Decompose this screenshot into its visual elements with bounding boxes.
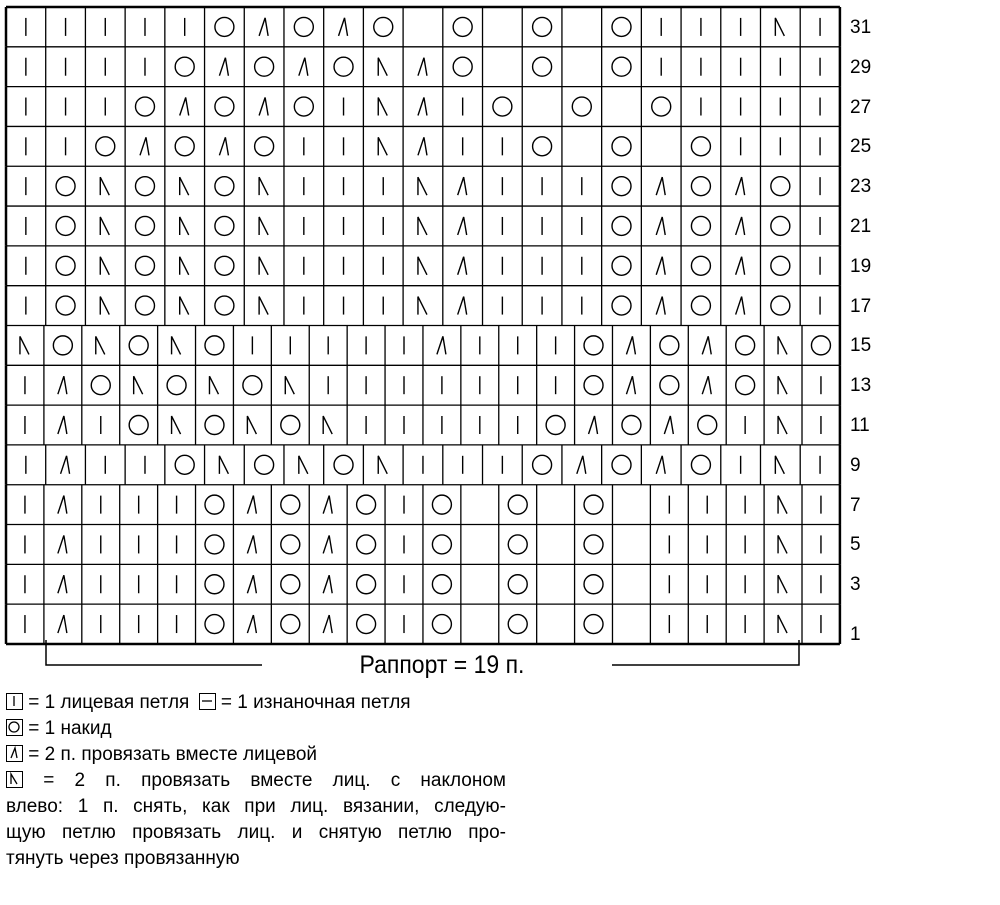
yarn-over-cell-icon: [572, 97, 591, 116]
legend-k2tog-text: = 2 п. провязать вместе лицевой: [28, 744, 318, 765]
ssk-left-slant-cell-icon: [778, 416, 787, 434]
k2tog-cell-icon: [736, 297, 745, 315]
yarn-over-cell-icon: [652, 97, 671, 116]
purl-symbol-icon: [199, 693, 216, 710]
yarn-over-cell-icon: [584, 336, 603, 355]
yarn-over-cell-icon: [357, 495, 376, 514]
k2tog-cell-icon: [58, 535, 67, 553]
k2tog-cell-icon: [247, 535, 256, 553]
yarn-over-cell-icon: [584, 535, 603, 554]
ssk-left-slant-cell-icon: [418, 257, 427, 275]
yarn-over-cell-icon: [135, 296, 154, 315]
ssk-left-slant-cell-icon: [778, 575, 787, 593]
yarn-over-cell-icon: [205, 575, 224, 594]
k2tog-cell-icon: [589, 416, 598, 434]
yarn-over-cell-icon: [533, 57, 552, 76]
k2tog-cell-icon: [626, 376, 635, 394]
row-number-label: 3: [850, 574, 861, 596]
yarn-over-symbol-icon: [6, 719, 23, 736]
yarn-over-cell-icon: [508, 535, 527, 554]
legend-row-yarn-over: [6, 716, 516, 742]
k2tog-cell-icon: [219, 137, 228, 155]
yarn-over-cell-icon: [135, 216, 154, 235]
ssk-left-slant-cell-icon: [323, 416, 332, 434]
k2tog-cell-icon: [458, 217, 467, 235]
row-number-label: 9: [850, 454, 861, 476]
yarn-over-cell-icon: [612, 256, 631, 275]
k2tog-cell-icon: [736, 217, 745, 235]
yarn-over-cell-icon: [612, 455, 631, 474]
yarn-over-cell-icon: [175, 57, 194, 76]
row-number-label: 27: [850, 96, 872, 118]
row-number-label: 23: [850, 176, 872, 198]
yarn-over-cell-icon: [584, 575, 603, 594]
k2tog-cell-icon: [339, 18, 348, 36]
yarn-over-cell-icon: [334, 455, 353, 474]
yarn-over-cell-icon: [53, 336, 72, 355]
row-number-label: 11: [850, 415, 870, 436]
legend-row-ssk: [6, 768, 506, 794]
legend: [6, 690, 516, 872]
yarn-over-cell-icon: [205, 615, 224, 634]
k2tog-cell-icon: [458, 297, 467, 315]
row-number-label: 7: [850, 494, 861, 516]
k2tog-cell-icon: [219, 58, 228, 76]
k2tog-cell-icon: [437, 336, 446, 354]
legend-ssk-line3: щую петлю провязать лиц. и снятую петлю про-: [6, 822, 506, 843]
ssk-left-slant-cell-icon: [209, 376, 218, 394]
yarn-over-cell-icon: [129, 416, 148, 435]
yarn-over-cell-icon: [175, 137, 194, 156]
legend-knit-text: = 1 лицевая петля: [28, 692, 190, 713]
yarn-over-cell-icon: [56, 216, 75, 235]
k2tog-cell-icon: [58, 416, 67, 434]
k2tog-cell-icon: [247, 496, 256, 514]
row-number-label: 19: [850, 255, 872, 277]
row-number-label: 1: [850, 624, 861, 646]
row-number-label: 17: [850, 295, 872, 317]
k2tog-cell-icon: [656, 456, 665, 474]
yarn-over-cell-icon: [508, 575, 527, 594]
ssk-left-slant-cell-icon: [775, 18, 784, 36]
k2tog-cell-icon: [418, 58, 427, 76]
yarn-over-cell-icon: [205, 416, 224, 435]
yarn-over-cell-icon: [255, 455, 274, 474]
yarn-over-cell-icon: [167, 376, 186, 395]
yarn-over-cell-icon: [129, 336, 148, 355]
ssk-left-slant-cell-icon: [378, 137, 387, 155]
k2tog-cell-icon: [61, 456, 70, 474]
yarn-over-cell-icon: [546, 416, 565, 435]
yarn-over-cell-icon: [771, 216, 790, 235]
yarn-over-cell-icon: [612, 57, 631, 76]
yarn-over-cell-icon: [56, 296, 75, 315]
row-number-label: 29: [850, 56, 872, 78]
ssk-left-slant-cell-icon: [247, 416, 256, 434]
k2tog-cell-icon: [418, 137, 427, 155]
yarn-over-cell-icon: [294, 97, 313, 116]
k2tog-cell-icon: [736, 177, 745, 195]
ssk-left-slant-cell-icon: [378, 456, 387, 474]
k2tog-cell-icon: [247, 615, 256, 633]
k2tog-cell-icon: [259, 98, 268, 116]
yarn-over-cell-icon: [205, 495, 224, 514]
row-number-label: 5: [850, 534, 861, 556]
yarn-over-cell-icon: [215, 296, 234, 315]
rapport-bracket: [0, 640, 1000, 690]
yarn-over-cell-icon: [612, 296, 631, 315]
yarn-over-cell-icon: [691, 216, 710, 235]
k2tog-cell-icon: [656, 257, 665, 275]
yarn-over-cell-icon: [691, 256, 710, 275]
yarn-over-cell-icon: [255, 57, 274, 76]
yarn-over-cell-icon: [357, 575, 376, 594]
yarn-over-cell-icon: [533, 455, 552, 474]
yarn-over-cell-icon: [357, 615, 376, 634]
yarn-over-cell-icon: [205, 336, 224, 355]
ssk-left-slant-cell-icon: [180, 297, 189, 315]
row-number-label: 21: [850, 215, 872, 237]
yarn-over-cell-icon: [215, 97, 234, 116]
yarn-over-cell-icon: [357, 535, 376, 554]
yarn-over-cell-icon: [281, 495, 300, 514]
yarn-over-cell-icon: [612, 177, 631, 196]
legend-row-knit-purl: [6, 690, 516, 716]
ssk-left-slant-cell-icon: [285, 376, 294, 394]
ssk-left-slant-cell-icon: [378, 58, 387, 76]
yarn-over-cell-icon: [622, 416, 641, 435]
k2tog-cell-icon: [577, 456, 586, 474]
yarn-over-cell-icon: [691, 137, 710, 156]
ssk-left-slant-cell-icon: [778, 496, 787, 514]
yarn-over-cell-icon: [205, 535, 224, 554]
yarn-over-cell-icon: [493, 97, 512, 116]
yarn-over-cell-icon: [135, 97, 154, 116]
row-number-label: 15: [850, 335, 872, 357]
yarn-over-cell-icon: [771, 177, 790, 196]
k2tog-cell-icon: [323, 496, 332, 514]
ssk-left-slant-cell-icon: [100, 257, 109, 275]
ssk-left-slant-cell-icon: [418, 297, 427, 315]
yarn-over-cell-icon: [432, 495, 451, 514]
k2tog-cell-icon: [140, 137, 149, 155]
ssk-left-slant-cell-icon: [259, 177, 268, 195]
k2tog-cell-icon: [702, 336, 711, 354]
legend-purl-text: = 1 изнаночная петля: [220, 692, 411, 713]
ssk-left-slant-cell-icon: [134, 376, 143, 394]
yarn-over-cell-icon: [771, 296, 790, 315]
yarn-over-cell-icon: [612, 137, 631, 156]
ssk-left-slant-cell-icon: [219, 456, 228, 474]
ssk-left-slant-cell-icon: [172, 336, 181, 354]
yarn-over-cell-icon: [660, 376, 679, 395]
ssk-left-slant-cell-icon: [778, 376, 787, 394]
yarn-over-cell-icon: [811, 336, 830, 355]
yarn-over-cell-icon: [281, 575, 300, 594]
k2tog-cell-icon: [323, 615, 332, 633]
knit-symbol-icon: [6, 693, 23, 710]
yarn-over-cell-icon: [691, 296, 710, 315]
yarn-over-cell-icon: [432, 615, 451, 634]
k2tog-cell-icon: [247, 575, 256, 593]
k2tog-cell-icon: [323, 575, 332, 593]
yarn-over-cell-icon: [175, 455, 194, 474]
yarn-over-cell-icon: [56, 177, 75, 196]
k2tog-cell-icon: [180, 98, 189, 116]
yarn-over-cell-icon: [584, 376, 603, 395]
ssk-left-slant-cell-icon: [172, 416, 181, 434]
yarn-over-cell-icon: [432, 535, 451, 554]
k2tog-cell-icon: [656, 177, 665, 195]
ssk-left-slant-cell-icon: [778, 615, 787, 633]
k2tog-cell-icon: [656, 297, 665, 315]
legend-yarn-over-text: = 1 накид: [28, 718, 112, 739]
ssk-left-slant-cell-icon: [775, 456, 784, 474]
k2tog-cell-icon: [58, 575, 67, 593]
ssk-left-slant-cell-icon: [418, 177, 427, 195]
yarn-over-cell-icon: [281, 615, 300, 634]
k2tog-cell-icon: [418, 98, 427, 116]
yarn-over-cell-icon: [533, 137, 552, 156]
k2tog-cell-icon: [58, 615, 67, 633]
yarn-over-cell-icon: [374, 17, 393, 36]
k2tog-cell-icon: [58, 376, 67, 394]
ssk-left-slant-cell-icon: [299, 456, 308, 474]
yarn-over-cell-icon: [96, 137, 115, 156]
k2tog-cell-icon: [702, 376, 711, 394]
yarn-over-cell-icon: [243, 376, 262, 395]
yarn-over-cell-icon: [334, 57, 353, 76]
yarn-over-cell-icon: [660, 336, 679, 355]
yarn-over-cell-icon: [691, 177, 710, 196]
k2tog-cell-icon: [259, 18, 268, 36]
ssk-left-slant-cell-icon: [20, 336, 29, 354]
yarn-over-cell-icon: [612, 216, 631, 235]
ssk-left-slant-cell-icon: [180, 177, 189, 195]
k2tog-cell-icon: [736, 257, 745, 275]
ssk-left-slant-cell-icon: [100, 217, 109, 235]
yarn-over-cell-icon: [584, 495, 603, 514]
yarn-over-cell-icon: [533, 17, 552, 36]
yarn-over-cell-icon: [135, 256, 154, 275]
ssk-left-slant-cell-icon: [418, 217, 427, 235]
yarn-over-cell-icon: [281, 416, 300, 435]
yarn-over-cell-icon: [432, 575, 451, 594]
yarn-over-cell-icon: [736, 376, 755, 395]
yarn-over-cell-icon: [453, 17, 472, 36]
k2tog-cell-icon: [458, 177, 467, 195]
ssk-left-slant-cell-icon: [378, 98, 387, 116]
yarn-over-cell-icon: [215, 256, 234, 275]
ssk-left-slant-cell-icon: [778, 535, 787, 553]
legend-ssk-line1: = 2 п. провязать вместе лиц. с наклоном: [43, 770, 506, 791]
k2tog-cell-icon: [458, 257, 467, 275]
ssk-left-slant-cell-icon: [778, 336, 787, 354]
row-number-label: 25: [850, 136, 872, 158]
k2tog-symbol-icon: [6, 745, 23, 762]
k2tog-cell-icon: [664, 416, 673, 434]
yarn-over-cell-icon: [698, 416, 717, 435]
yarn-over-cell-icon: [584, 615, 603, 634]
yarn-over-cell-icon: [255, 137, 274, 156]
yarn-over-cell-icon: [215, 17, 234, 36]
rapport-label: Раппорт = 19 п.: [359, 651, 525, 679]
legend-row-k2tog: [6, 742, 516, 768]
k2tog-cell-icon: [299, 58, 308, 76]
yarn-over-cell-icon: [135, 177, 154, 196]
ssk-left-slant-cell-icon: [259, 257, 268, 275]
ssk-symbol-icon: [6, 771, 23, 788]
k2tog-cell-icon: [626, 336, 635, 354]
row-number-label: 31: [850, 16, 872, 38]
ssk-left-slant-cell-icon: [180, 217, 189, 235]
yarn-over-cell-icon: [56, 256, 75, 275]
yarn-over-cell-icon: [508, 495, 527, 514]
k2tog-cell-icon: [323, 535, 332, 553]
ssk-left-slant-cell-icon: [100, 297, 109, 315]
ssk-left-slant-cell-icon: [100, 177, 109, 195]
yarn-over-cell-icon: [281, 535, 300, 554]
k2tog-cell-icon: [656, 217, 665, 235]
ssk-left-slant-cell-icon: [259, 217, 268, 235]
yarn-over-cell-icon: [508, 615, 527, 634]
yarn-over-cell-icon: [215, 177, 234, 196]
row-number-label: 13: [850, 375, 872, 397]
yarn-over-cell-icon: [691, 455, 710, 474]
ssk-left-slant-cell-icon: [180, 257, 189, 275]
yarn-over-cell-icon: [453, 57, 472, 76]
yarn-over-cell-icon: [612, 17, 631, 36]
yarn-over-cell-icon: [215, 216, 234, 235]
k2tog-cell-icon: [58, 496, 67, 514]
yarn-over-cell-icon: [736, 336, 755, 355]
ssk-left-slant-cell-icon: [259, 297, 268, 315]
ssk-left-slant-cell-icon: [96, 336, 105, 354]
yarn-over-cell-icon: [294, 17, 313, 36]
yarn-over-cell-icon: [771, 256, 790, 275]
yarn-over-cell-icon: [91, 376, 110, 395]
legend-ssk-line2: влево: 1 п. снять, как при лиц. вязании, следую-: [6, 796, 506, 817]
legend-ssk-line4: тянуть через провязанную: [6, 848, 240, 869]
